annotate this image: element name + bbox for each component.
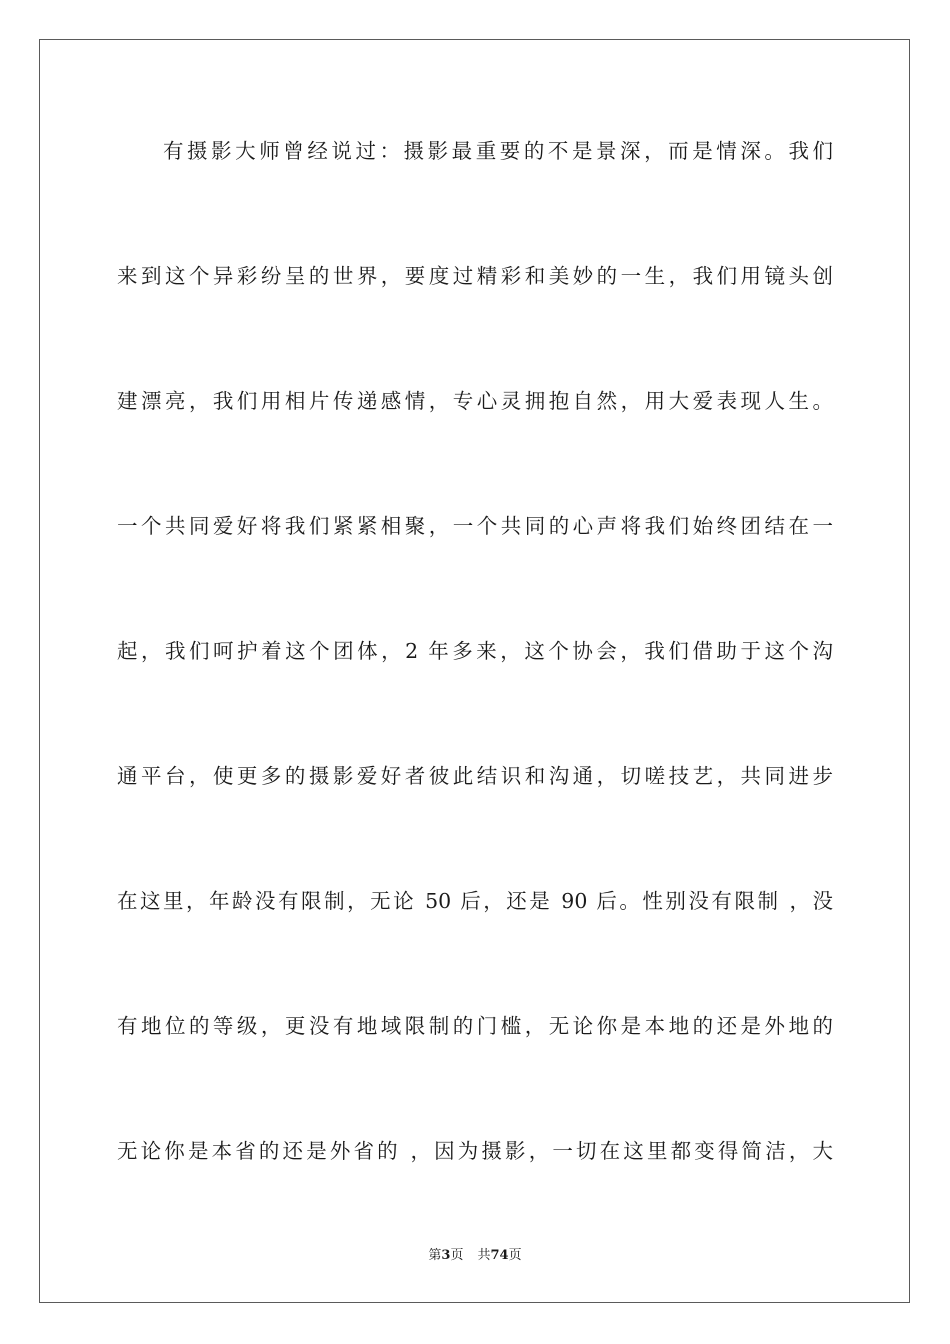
paragraph-line-8: 有地位的等级，更没有地域限制的门槛，无论你是本地的还是外地的 xyxy=(117,1014,833,1038)
paragraph-line-2: 来到这个异彩纷呈的世界，要度过精彩和美妙的一生，我们用镜头创 xyxy=(117,264,833,288)
paragraph-line-3: 建漂亮，我们用相片传递感情，专心灵拥抱自然，用大爱表现人生。 xyxy=(117,389,833,413)
paragraph-line-4: 一个共同爱好将我们紧紧相聚，一个共同的心声将我们始终团结在一 xyxy=(117,514,833,538)
paragraph-line-1: 有摄影大师曾经说过：摄影最重要的不是景深，而是情深。我们 xyxy=(163,139,833,163)
page-footer xyxy=(0,1247,950,1265)
footer-total-pages: 74 xyxy=(490,1248,509,1263)
paragraph-line-7: 在这里，年龄没有限制，无论 50 后，还是 90 后。性别没有限制 ，没 xyxy=(117,889,833,913)
paragraph-line-9: 无论你是本省的还是外省的 ，因为摄影，一切在这里都变得简洁，大 xyxy=(117,1139,833,1163)
paragraph-line-6: 通平台，使更多的摄影爱好者彼此结识和沟通，切嗟技艺，共同进步 xyxy=(117,764,833,788)
footer-page-number: 3 xyxy=(441,1248,451,1263)
page-border xyxy=(39,39,910,1303)
footer-total-prefix: 共 xyxy=(477,1248,491,1263)
footer-page-suffix: 页 xyxy=(450,1248,464,1263)
footer-page-prefix: 第 xyxy=(428,1248,442,1263)
footer-total-suffix: 页 xyxy=(508,1248,522,1263)
paragraph-line-5: 起，我们呵护着这个团体，2 年多来，这个协会，我们借助于这个沟 xyxy=(117,639,833,663)
